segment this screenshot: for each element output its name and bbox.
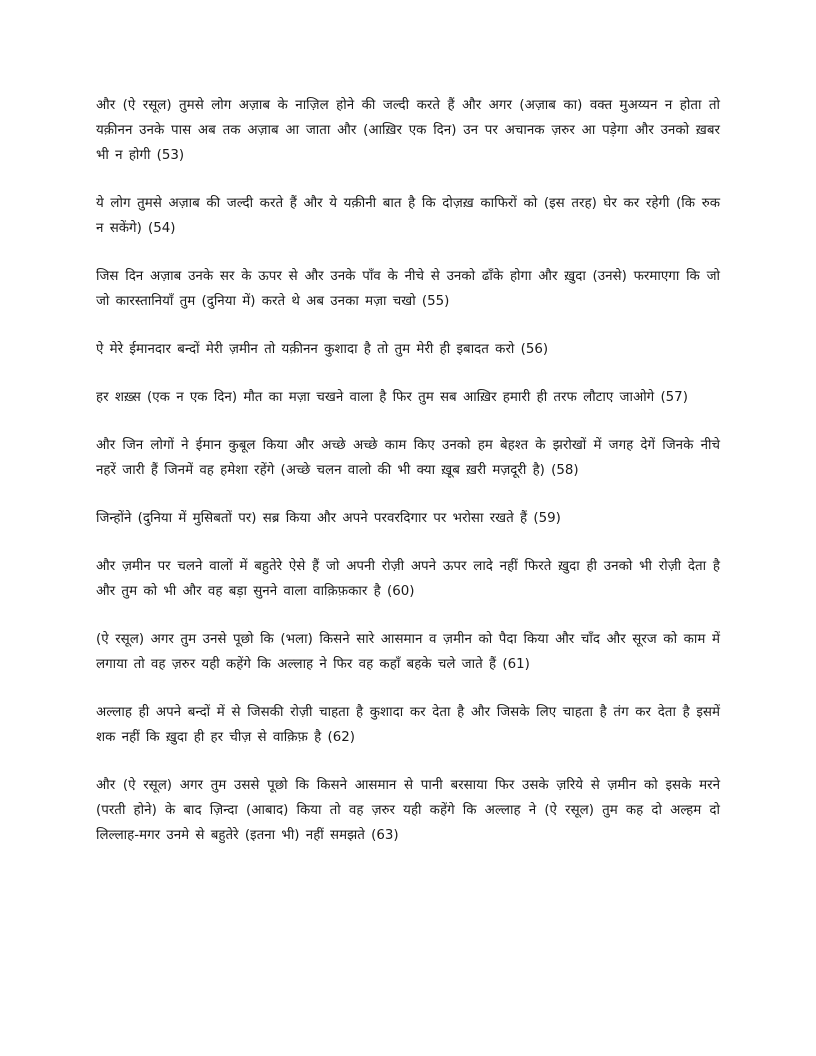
verse-54: ये लोग तुमसे अज़ाब की जल्दी करते हैं और ये यक़ीनी बात है कि दोज़ख़ काफिरों को (इस तरह) घेर कर रहेगी (कि रुक न सकेंगे) (54) <box>96 196 720 236</box>
verse-63: और (ऐ रसूल) अगर तुम उससे पूछो कि किसने आसमान से पानी बरसाया फिर उसके ज़रिये से ज़मीन को इसके मरने (परती होने) के बाद ज़िन्दा (आबाद) किया तो वह ज़रुर यही कहेंगे कि अल्लाह ने (ऐ रसूल) तुम कह दो अल्हम दो लिल्लाह-मगर उनमे से बहुतेरे (इतना भी) नहीं समझते (63) <box>96 778 720 843</box>
verse-62: अल्लाह ही अपने बन्दों में से जिसकी रोज़ी चाहता है कुशादा कर देता है और जिसके लिए चाहता है तंग कर देता है इसमें शक नहीं कि ख़ुदा ही हर चीज़ से वाक़िफ़ है (62) <box>96 705 720 745</box>
verse-55: जिस दिन अज़ाब उनके सर के ऊपर से और उनके पाँव के नीचे से उनको ढाँके होगा और ख़ुदा (उनसे) फरमाएगा कि जो जो कारस्तानियाँ तुम (दुनिया में) करते थे अब उनका मज़ा चखो (55) <box>96 269 720 309</box>
verse-60: और ज़मीन पर चलने वालों में बहुतेरे ऐसे हैं जो अपनी रोज़ी अपने ऊपर लादे नहीं फिरते ख़ुदा ही उनको भी रोज़ी देता है और तुम को भी और वह बड़ा सुनने वाला वाक़िफ़कार है (60) <box>96 559 720 599</box>
verse-56: ऐ मेरे ईमानदार बन्दों मेरी ज़मीन तो यक़ीनन कुशादा है तो तुम मेरी ही इबादत करो (56) <box>96 342 549 357</box>
verse-53: और (ऐ रसूल) तुमसे लोग अज़ाब के नाज़िल होने की जल्दी करते हैं और अगर (अज़ाब का) वक्त मुअय्यन न होता तो यक़ीनन उनके पास अब तक अज़ाब आ जाता और (आख़िर एक दिन) उन पर अचानक ज़रुर आ पड़ेगा और उनको ख़बर भी न होगी (53) <box>96 98 720 163</box>
verse-61: (ऐ रसूल) अगर तुम उनसे पूछो कि (भला) किसने सारे आसमान व ज़मीन को पैदा किया और चाँद और सूरज को काम में लगाया तो वह ज़रुर यही कहेंगे कि अल्लाह ने फिर वह कहाँ बहके चले जाते हैं (61) <box>96 632 720 672</box>
verse-58: और जिन लोगों ने ईमान कुबूल किया और अच्छे अच्छे काम किए उनको हम बेहश्त के झरोखों में जगह देगें जिनके नीचे नहरें जारी हैं जिनमें वह हमेशा रहेंगे (अच्छे चलन वालो की भी क्या ख़ूब ख़री मज़दूरी है) (58) <box>96 438 720 478</box>
document-page <box>96 93 720 871</box>
verse-59: जिन्होंने (दुनिया में मुसिबतों पर) सब्र किया और अपने परवरदिगार पर भरोसा रखते हैं (59) <box>96 511 561 526</box>
verse-57: हर शख़्स (एक न एक दिन) मौत का मज़ा चखने वाला है फिर तुम सब आख़िर हमारी ही तरफ लौटाए जाओगे (57) <box>96 390 688 405</box>
